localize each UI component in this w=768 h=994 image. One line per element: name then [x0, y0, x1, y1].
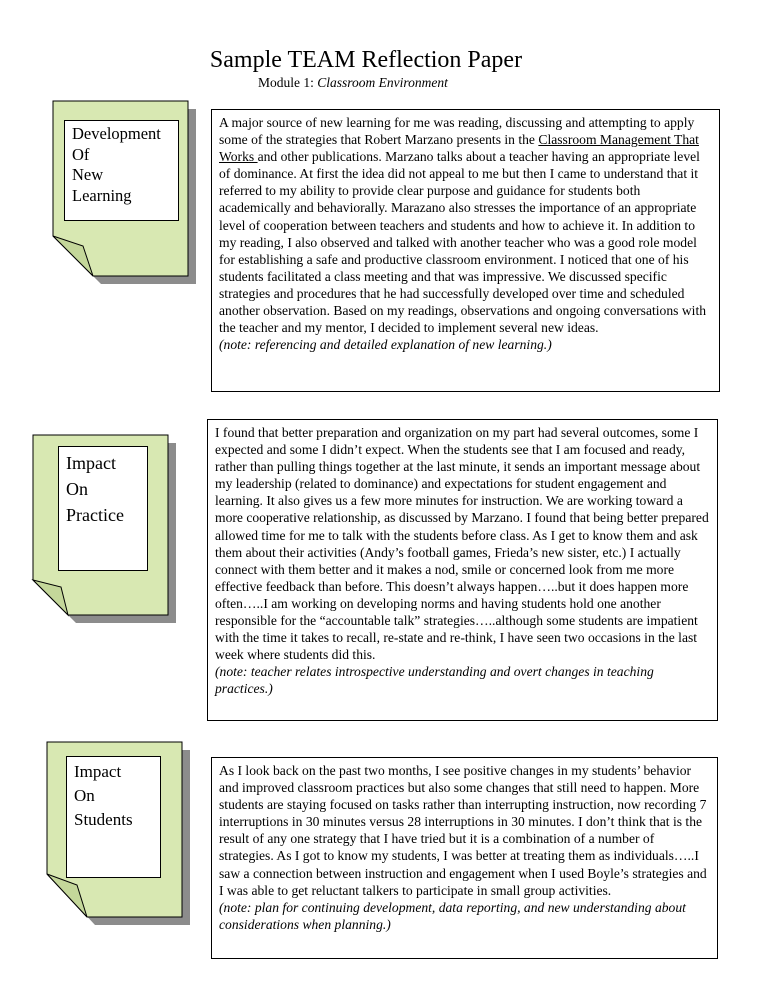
label-line: Development	[72, 124, 161, 143]
body-text: As I look back on the past two months, I see positive changes in my students’ behavior and improved classroom practices but also some changes that still need to happen. More students are staying focused on tasks rather than interrupting instruction, now recording 7 interruptions in 30 minutes versus 28 interruptions in 30 minutes. I don’t think that is the result of any one strategy that I have tried but it is a combination of a number of strategies. As I got to know my students, I was better at treating them as individuals…..I saw a connection between instruction and engagement when I used Boyle’s strategies and I was able to get reluctant talkers to participate in small group activities.	[219, 763, 707, 898]
label-line: Practice	[66, 505, 124, 525]
panel-development-of-new-learning	[211, 109, 720, 392]
label-line: Impact	[66, 453, 116, 473]
note-impact-on-students	[47, 742, 192, 927]
label-line: Learning	[72, 185, 132, 205]
book-title: Classroom Management That Works	[219, 132, 699, 165]
note-impact-on-practice	[33, 435, 178, 625]
note-text: (note: plan for continuing development, data reporting, and new understanding about considerations when planning.)	[219, 899, 686, 932]
note-development-of-new-learning	[53, 101, 198, 286]
label-line: Impact	[74, 762, 122, 781]
module-name: Classroom Environment	[317, 75, 448, 90]
label-line: New	[72, 165, 104, 184]
note-label	[64, 120, 179, 221]
body-text: I found that better preparation and organization on my part had several outcomes, some I expected and some I didn’t expect. When the students see that I am focused and ready, rather than pulling things together at the last minute, it sends an important message about my leadership (related to dominance) and expectations for student engagement and learning. It also gives us a few more minutes for instruction. We are working toward a more cooperative relationship, as discussed by Marzano. I found that being better prepared allowed time for me to talk with the students before class. As I get to know them and ask them about their activities (Andy’s football games, Frieda’s new sister, etc.) I actually connect with them better and it makes a nod, smile or concerned look from me more effective feedback than before. This doesn’t always happen…..but it does happen more often…..I am working on developing norms and having students hold one another responsible for the “accountable talk” strategies…..although some students are impatient with the time it takes to recall, re-state and re-think, I have seen two occasions in the last week where students did this.	[215, 425, 709, 663]
panel-impact-on-students	[211, 757, 718, 959]
module-subtitle	[258, 74, 448, 91]
panel-impact-on-practice	[207, 419, 718, 721]
page-title: Sample TEAM Reflection Paper	[209, 47, 523, 73]
module-prefix: Module 1:	[258, 75, 318, 90]
label-line: Students	[74, 810, 133, 829]
note-label	[66, 756, 161, 878]
note-label	[58, 446, 148, 571]
label-line: On	[66, 479, 88, 499]
note-text: (note: referencing and detailed explanation of new learning.)	[219, 337, 552, 353]
body-text: and other publications. Marzano talks about a teacher having an appropriate level of dominance. At first the idea did not appeal to me but then I came to understand that it referred to my ability to provide clear purpose and guidance for students both academically and behaviorally. Marazano also stresses the importance of an appropriate level of cooperation between teachers and students and how to achieve it. In addition to my reading, I also observed and talked with another teacher who was a good role model for establishing a safe and productive classroom environment. I noticed that one of his students facilitated a class meeting and that was impressive. We discussed specific strategies and procedures that he had successfully developed over time and scheduled another observation. Based on my readings, observations and ongoing conversations with the teacher and my mentor, I decided to implement several new ideas.	[219, 149, 707, 336]
body-text: A major source of new learning for me was reading, discussing and attempting to apply some of the strategies that Robert Marzano presents in the	[219, 115, 695, 148]
label-line: On	[74, 786, 95, 805]
note-text: (note: teacher relates introspective understanding and overt changes in teaching practices.)	[215, 664, 654, 697]
label-line: Of	[72, 144, 90, 164]
